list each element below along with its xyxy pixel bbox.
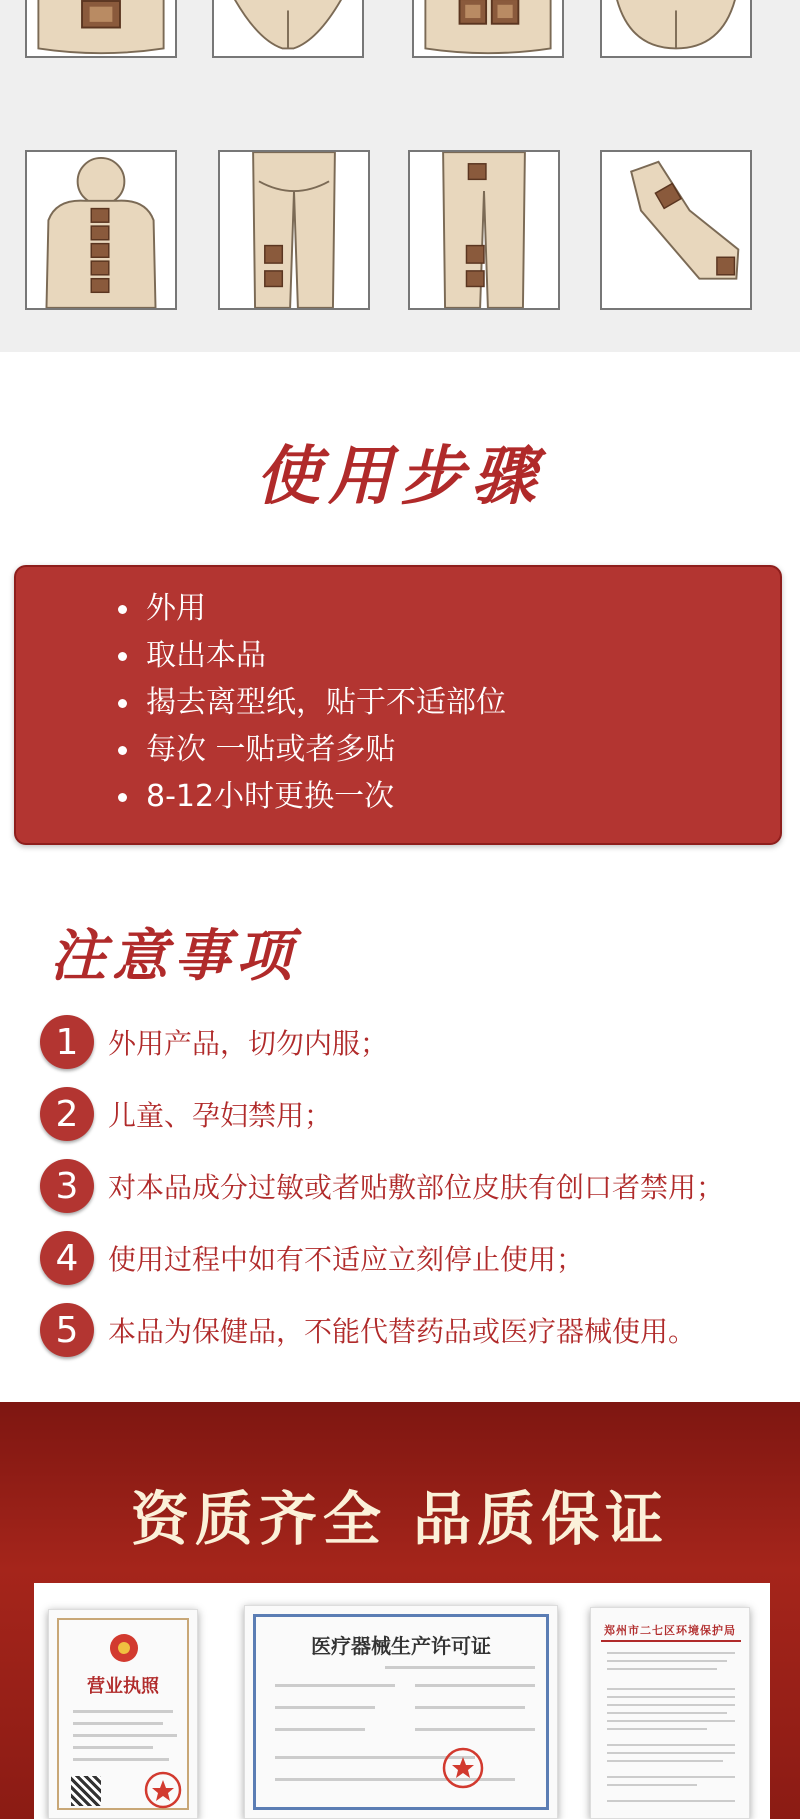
business-license-cert [48, 1609, 198, 1819]
diagram-waist [412, 0, 564, 58]
note-text: 对本品成分过敏或者贴敷部位皮肤有创口者禁用； [108, 1171, 725, 1204]
number-badge: 4 [40, 1231, 94, 1285]
certificate-panel [34, 1583, 770, 1819]
application-diagram-grid [0, 0, 800, 352]
steps-list [146, 585, 506, 820]
notes-title: 注意事项 [50, 923, 298, 989]
step-item: 揭去离型纸，贴于不适部位 [146, 679, 506, 726]
device-production-license-cert [244, 1605, 558, 1819]
note-text: 使用过程中如有不适应立刻停止使用； [108, 1243, 585, 1276]
bullet-icon [118, 793, 127, 802]
step-item: 外用 [146, 585, 506, 632]
bullet-icon [118, 605, 127, 614]
diagram-front-of-knees [408, 150, 560, 310]
steps-title: 使用步骤 [256, 439, 544, 514]
emblem-icon [108, 1632, 140, 1664]
qualification-section [0, 1402, 800, 1819]
seal-stamp [143, 1770, 183, 1810]
bullet-icon [118, 652, 127, 661]
step-item: 8-12小时更换一次 [146, 773, 506, 820]
diagram-legs [212, 0, 364, 58]
step-item: 取出本品 [146, 632, 506, 679]
note-item [40, 1230, 584, 1286]
cert-title: 郑州市二七区环境保护局 [604, 1624, 736, 1637]
diagram-back-of-knees [218, 150, 370, 310]
number-badge: 1 [40, 1015, 94, 1069]
seal-stamp [441, 1746, 485, 1790]
diagram-buttocks [600, 0, 752, 58]
qualification-title: 资质齐全 品质保证 [130, 1485, 670, 1553]
diagram-spine [25, 150, 177, 310]
note-item [40, 1014, 388, 1070]
note-item [40, 1158, 724, 1214]
number-badge: 5 [40, 1303, 94, 1357]
note-text: 外用产品，切勿内服； [108, 1027, 389, 1060]
step-item: 每次 一贴或者多贴 [146, 726, 506, 773]
diagram-arm-elbow [600, 150, 752, 310]
note-item [40, 1086, 332, 1142]
cert-title: 医疗器械生产许可证 [311, 1634, 491, 1658]
note-text: 本品为保健品，不能代替药品或医疗器械使用。 [108, 1315, 697, 1348]
note-item [40, 1302, 696, 1358]
header-rule [601, 1640, 741, 1642]
steps-box [14, 565, 782, 845]
number-badge: 3 [40, 1159, 94, 1213]
qr-code-icon [71, 1776, 101, 1806]
diagram-lower-back [25, 0, 177, 58]
bullet-icon [118, 746, 127, 755]
bullet-icon [118, 699, 127, 708]
note-text: 儿童、孕妇禁用； [108, 1099, 333, 1132]
cert-title: 营业执照 [87, 1676, 159, 1697]
number-badge: 2 [40, 1087, 94, 1141]
environmental-approval-cert [590, 1607, 750, 1819]
